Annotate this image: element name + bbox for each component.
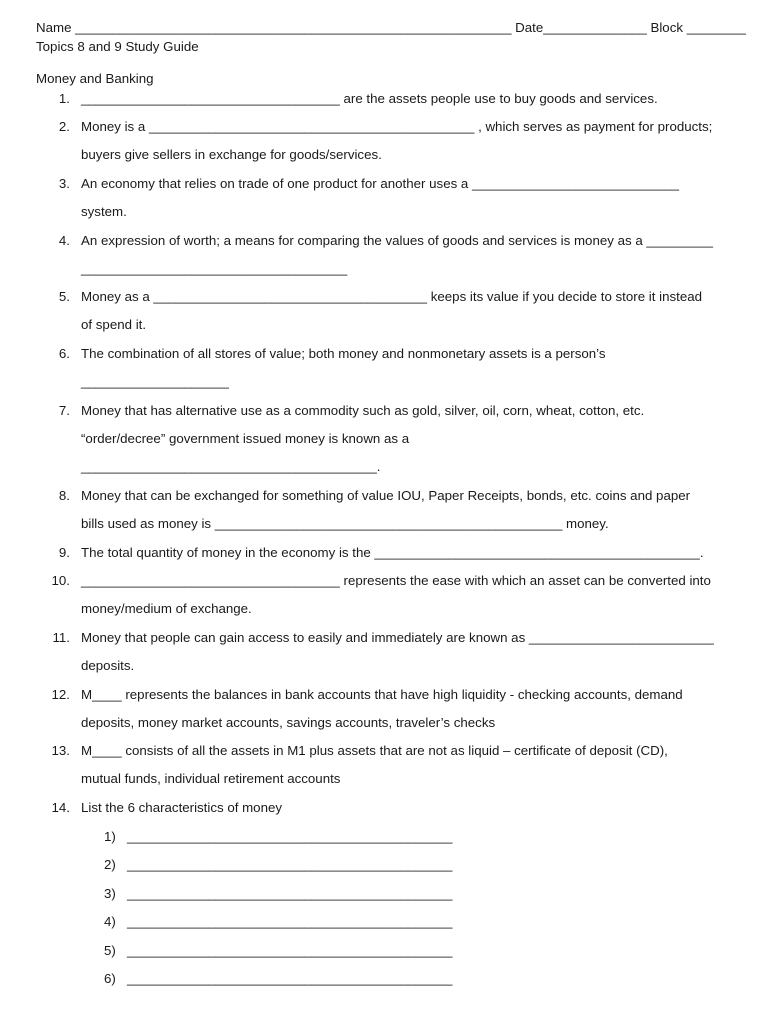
question-text-continued: bills used as money is _______________________________________________ money. (81, 516, 609, 531)
question-text-continued: deposits. (81, 658, 135, 673)
characteristic-label: 2) (104, 857, 116, 872)
characteristic-blank: ____________________________________________ (127, 829, 453, 844)
characteristic-blank: ____________________________________________ (127, 971, 453, 986)
characteristic-label: 6) (104, 971, 116, 986)
question-number: 9. (58, 545, 70, 560)
page-subtitle: Topics 8 and 9 Study Guide (36, 39, 199, 54)
question-text: Money is a ____________________________________________ , which serves as payment for products; (81, 119, 713, 134)
section-title: Money and Banking (36, 71, 154, 86)
question-text: List the 6 characteristics of money (81, 800, 283, 815)
characteristic-blank: ____________________________________________ (127, 857, 453, 872)
question-text: M____ represents the balances in bank accounts that have high liquidity - checking accounts, demand (81, 687, 683, 702)
question-number: 7. (58, 403, 70, 418)
question-number: 4. (58, 233, 70, 248)
question-text-continued: money/medium of exchange. (81, 601, 252, 616)
question-number: 2. (58, 119, 70, 134)
answer-blank: ________________________________________. (81, 459, 381, 474)
question-number: 8. (58, 488, 70, 503)
question-text-continued: deposits, money market accounts, savings accounts, traveler’s checks (81, 715, 496, 730)
characteristic-blank: ____________________________________________ (127, 886, 453, 901)
question-text: ___________________________________ are the assets people use to buy goods and services. (81, 91, 658, 106)
characteristic-blank: ____________________________________________ (127, 914, 453, 929)
question-text-continued: mutual funds, individual retirement accounts (81, 771, 341, 786)
question-text-continued: “order/decree” government issued money is known as a (81, 431, 410, 446)
question-number: 13. (51, 743, 70, 758)
question-text: Money that has alternative use as a commodity such as gold, silver, oil, corn, wheat, cotton, etc. (81, 403, 645, 418)
characteristic-label: 4) (104, 914, 116, 929)
question-text: ___________________________________ represents the ease with which an asset can be converted into (81, 573, 711, 588)
question-text: The combination of all stores of value; both money and nonmonetary assets is a person’s (81, 346, 606, 361)
question-text-continued: buyers give sellers in exchange for goods/services. (81, 147, 382, 162)
question-text: The total quantity of money in the economy is the ____________________________________________. (81, 545, 704, 560)
question-text: Money as a _____________________________________ keeps its value if you decide to store it instead (81, 289, 703, 304)
question-number: 14. (51, 800, 70, 815)
characteristic-blank: ____________________________________________ (127, 943, 453, 958)
question-text: Money that can be exchanged for something of value IOU, Paper Receipts, bonds, etc. coins and paper (81, 488, 691, 503)
question-text-continued: of spend it. (81, 317, 147, 332)
question-number: 6. (58, 346, 70, 361)
question-number: 12. (51, 687, 70, 702)
question-number: 3. (58, 176, 70, 191)
characteristic-label: 3) (104, 886, 116, 901)
question-number: 1. (58, 91, 70, 106)
answer-blank: ____________________________________ (81, 261, 348, 276)
name-date-block-line: Name ___________________________________________________________ Date______________ Block ________ (36, 20, 746, 35)
question-number: 5. (58, 289, 70, 304)
question-text: An expression of worth; a means for comparing the values of goods and services is money as a _________ (81, 233, 713, 248)
characteristic-label: 1) (104, 829, 116, 844)
question-number: 10. (51, 573, 70, 588)
characteristic-label: 5) (104, 943, 116, 958)
question-text: An economy that relies on trade of one product for another uses a ____________________________ (81, 176, 680, 191)
question-number: 11. (52, 630, 70, 645)
answer-blank: ____________________ (81, 374, 229, 389)
question-text: M____ consists of all the assets in M1 plus assets that are not as liquid – certificate of deposit (CD), (81, 743, 668, 758)
question-text: Money that people can gain access to easily and immediately are known as _________________________ (81, 630, 714, 645)
question-text-continued: system. (81, 204, 127, 219)
